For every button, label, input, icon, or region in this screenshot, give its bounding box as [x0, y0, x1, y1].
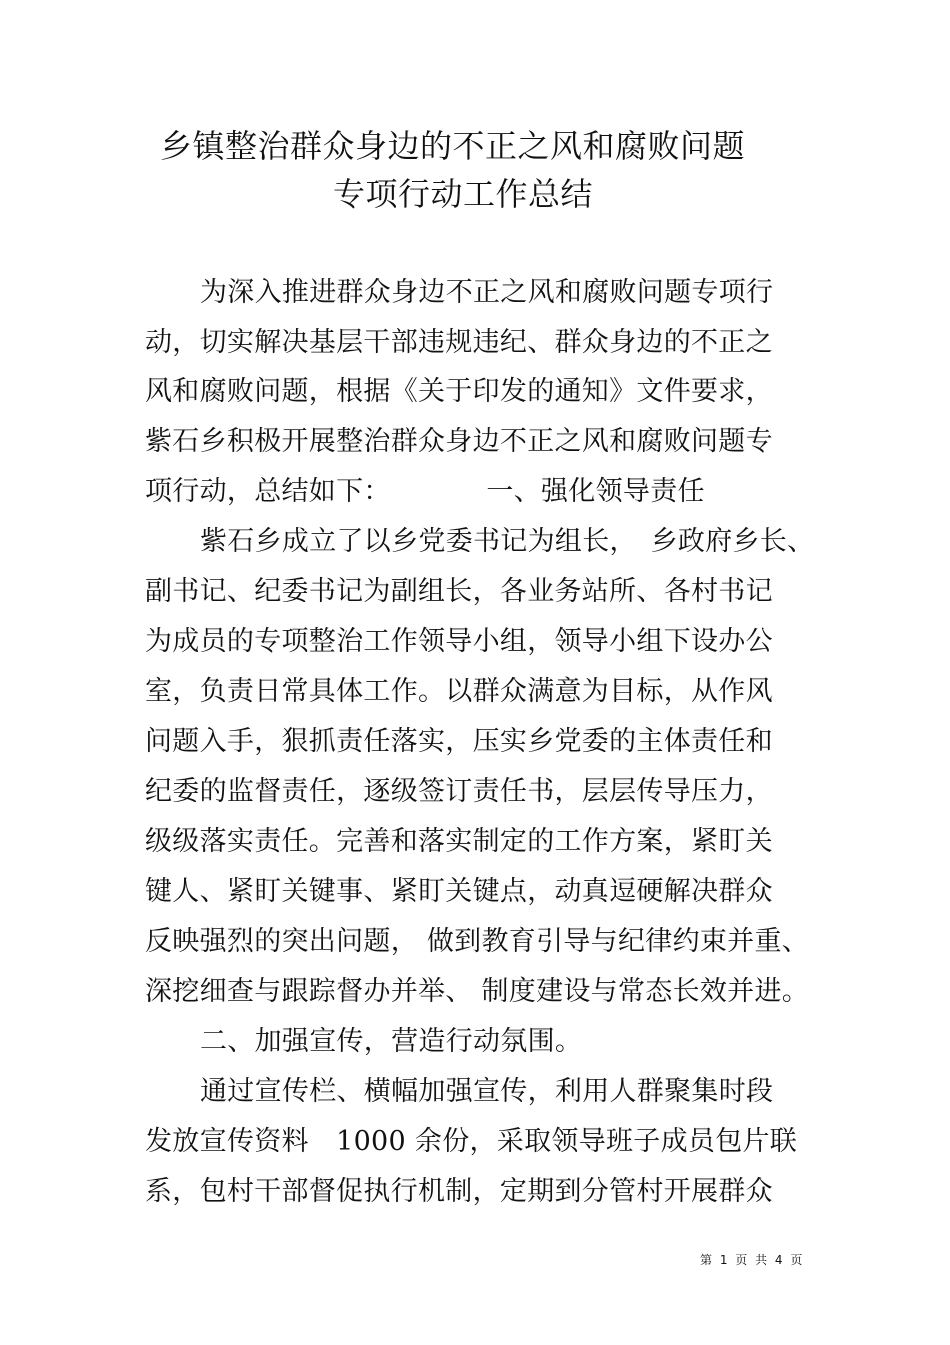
- page-number-footer: 第 1 页 共 4 页: [700, 1253, 805, 1267]
- body-line-10: 问题入手，狠抓责任落实，压实乡党委的主体责任和: [145, 726, 773, 757]
- body-line-13: 键人、紧盯关键事、紧盯关键点，动真逗硬解决群众: [145, 876, 773, 907]
- body-line-12: 级级落实责任。完善和落实制定的工作方案，紧盯关: [145, 826, 773, 857]
- body-line-18: 发放宣传资料 1000 余份，采取领导班子成员包片联: [145, 1126, 798, 1157]
- body-line-2: 动，切实解决基层干部违规违纪、群众身边的不正之: [145, 327, 773, 358]
- body-line-9: 室，负责日常具体工作。以群众满意为目标，从作风: [145, 676, 773, 707]
- body-line-17: 通过宣传栏、横幅加强宣传，利用人群聚集时段: [200, 1076, 774, 1107]
- body-line-7: 副书记、纪委书记为副组长，各业务站所、各村书记: [145, 576, 773, 607]
- body-line-3: 风和腐败问题，根据《关于印发的通知》文件要求，: [145, 376, 773, 407]
- body-line-15: 深挖细查与跟踪督办并举、 制度建设与常态长效并进。: [145, 976, 810, 1007]
- body-line-1: 为深入推进群众身边不正之风和腐败问题专项行: [200, 277, 774, 308]
- body-line-4: 紫石乡积极开展整治群众身边不正之风和腐败问题专: [145, 426, 773, 457]
- body-line-14: 反映强烈的突出问题， 做到教育引导与纪律约束并重、: [145, 926, 810, 957]
- body-line-19: 系，包村干部督促执行机制，定期到分管村开展群众: [145, 1176, 773, 1207]
- document-title-line-1: 乡镇整治群众身边的不正之风和腐败问题: [160, 127, 746, 165]
- document-title-line-2: 专项行动工作总结: [333, 175, 594, 213]
- body-line-6: 紫石乡成立了以乡党委书记为组长， 乡政府乡长、: [200, 526, 815, 557]
- section-heading-2: 二、加强宣传，营造行动氛围。: [200, 1026, 583, 1057]
- body-line-11: 纪委的监督责任，逐级签订责任书，层层传导压力，: [145, 776, 773, 807]
- body-line-5: 项行动，总结如下： 一、强化领导责任: [145, 476, 705, 507]
- body-line-8: 为成员的专项整治工作领导小组，领导小组下设办公: [145, 626, 773, 657]
